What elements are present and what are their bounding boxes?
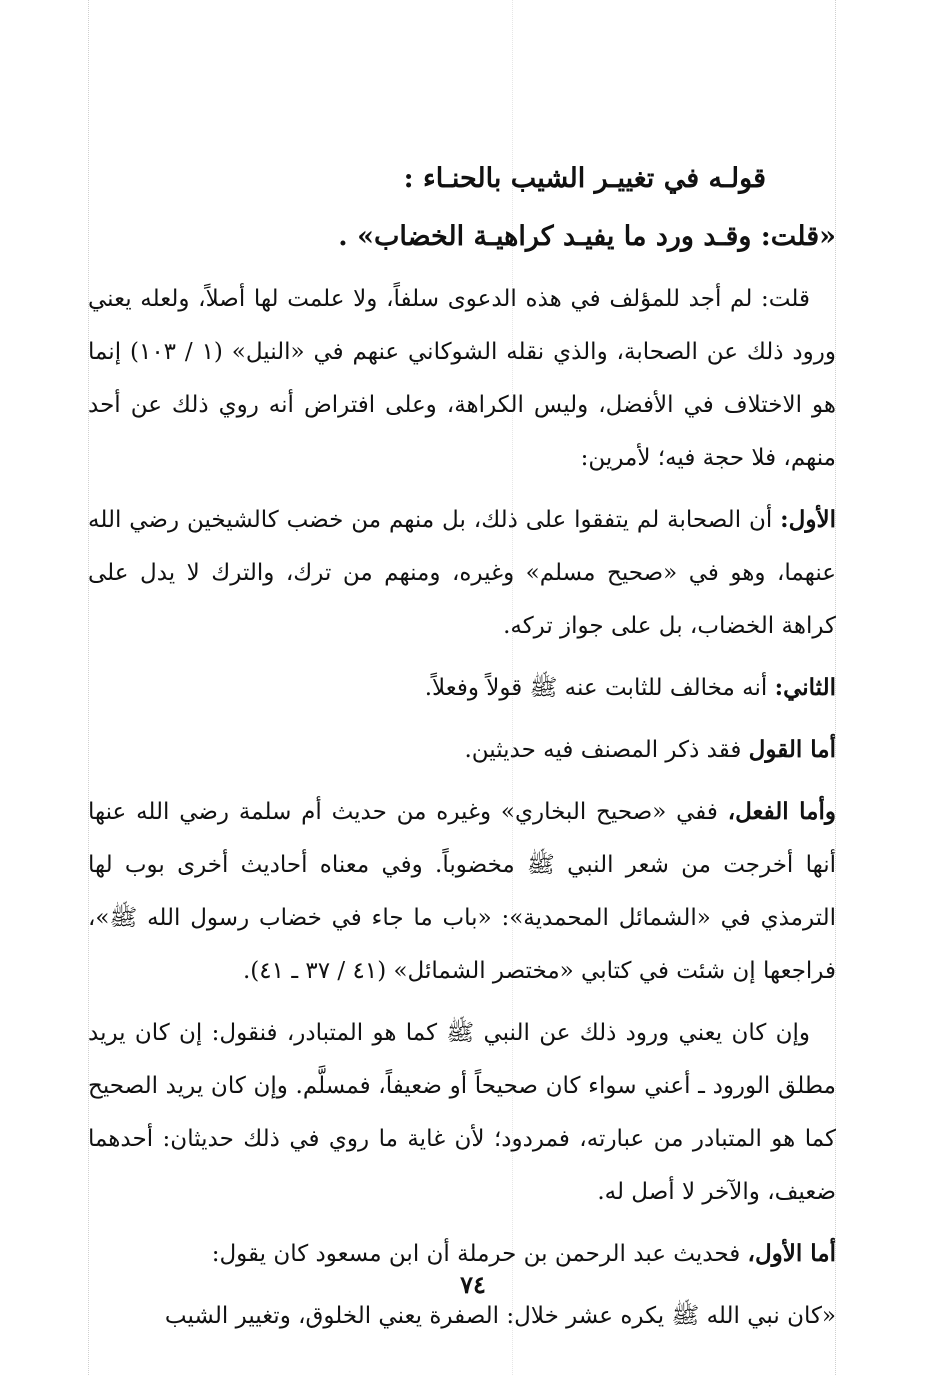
paragraph-text: أنه مخالف للثابت عنه ﷺ قولاً وفعلاً. [424, 675, 775, 701]
paragraph-lead: أما القول [748, 736, 836, 763]
paragraph-1 [88, 272, 836, 485]
section-heading: قولـه في تغييـر الشيب بالحنـاء : [403, 163, 766, 194]
paragraph-lead: أما الأول، [747, 1240, 836, 1267]
paragraph-text: «كان نبي الله ﷺ يكره عشر خلال: الصفرة يعني الخلوق، وتغيير الشيب [164, 1303, 836, 1329]
quoted-claim-heading: «قلت: وقـد ورد ما يفيـد كراهيـة الخضاب» . [338, 221, 836, 252]
paragraph-text: فحديث عبد الرحمن بن حرملة أن ابن مسعود كان يقول: [211, 1241, 748, 1267]
paragraph-text: ففي «صحيح البخاري» وغيره من حديث أم سلمة رضي الله عنها أنها أخرجت من شعر النبي ﷺ مخضوباً. وفي معناه أحاديث أخرى بوب لها الترمذي في «الشمائل المحمدية»: «باب ما جاء في خضاب رسول الله ﷺ»، فراجعها إن شئت في كتابي «مختصر الشمائل» (٤١ / ٣٧ ـ ٤١). [88, 799, 836, 984]
paragraph-5 [88, 785, 836, 998]
paragraph-lead: وأما الفعل، [727, 798, 836, 825]
paragraph-lead: الأول: [780, 506, 836, 533]
paragraph-text: وإن كان يعني ورود ذلك عن النبي ﷺ كما هو المتبادر، فنقول: إن كان يريد مطلق الورود ـ أعني سواء كان صحيحاً أو ضعيفاً، فمسلَّم. وإن كان يريد الصحيح كما هو المتبادر من عبارته، فمردود؛ لأن غاية ما روي في ذلك حديثان: أحدهما ضعيف، والآخر لا أصل له. [88, 1020, 836, 1205]
paragraph-lead: الثاني: [774, 674, 836, 701]
paragraph-text: أن الصحابة لم يتفقوا على ذلك، بل منهم من خضب كالشيخين رضي الله عنهما، وهو في «صحيح مسلم» وغيره، ومنهم من ترك، والترك لا يدل على كراهة الخضاب، بل على جواز تركه. [88, 507, 836, 639]
paragraph-6 [88, 1006, 836, 1219]
paragraph-text: فقد ذكر المصنف فيه حديثين. [464, 737, 749, 763]
paragraph-2 [88, 493, 836, 653]
page-number: ٧٤ [460, 1270, 486, 1299]
document-page [88, 150, 836, 1351]
paragraph-4 [88, 723, 836, 777]
paragraph-3 [88, 661, 836, 715]
paragraph-text: قلت: لم أجد للمؤلف في هذه الدعوى سلفاً، ولا علمت لها أصلاً، ولعله يعني ورود ذلك عن الصحابة، والذي نقله الشوكاني عنهم في «النيل» (١ / ١٠٣) إنما هو الاختلاف في الأفضل، وليس الكراهة، وعلى افتراض أنه روي ذلك عن أحد منهم، فلا حجة فيه؛ لأمرين: [88, 286, 837, 471]
